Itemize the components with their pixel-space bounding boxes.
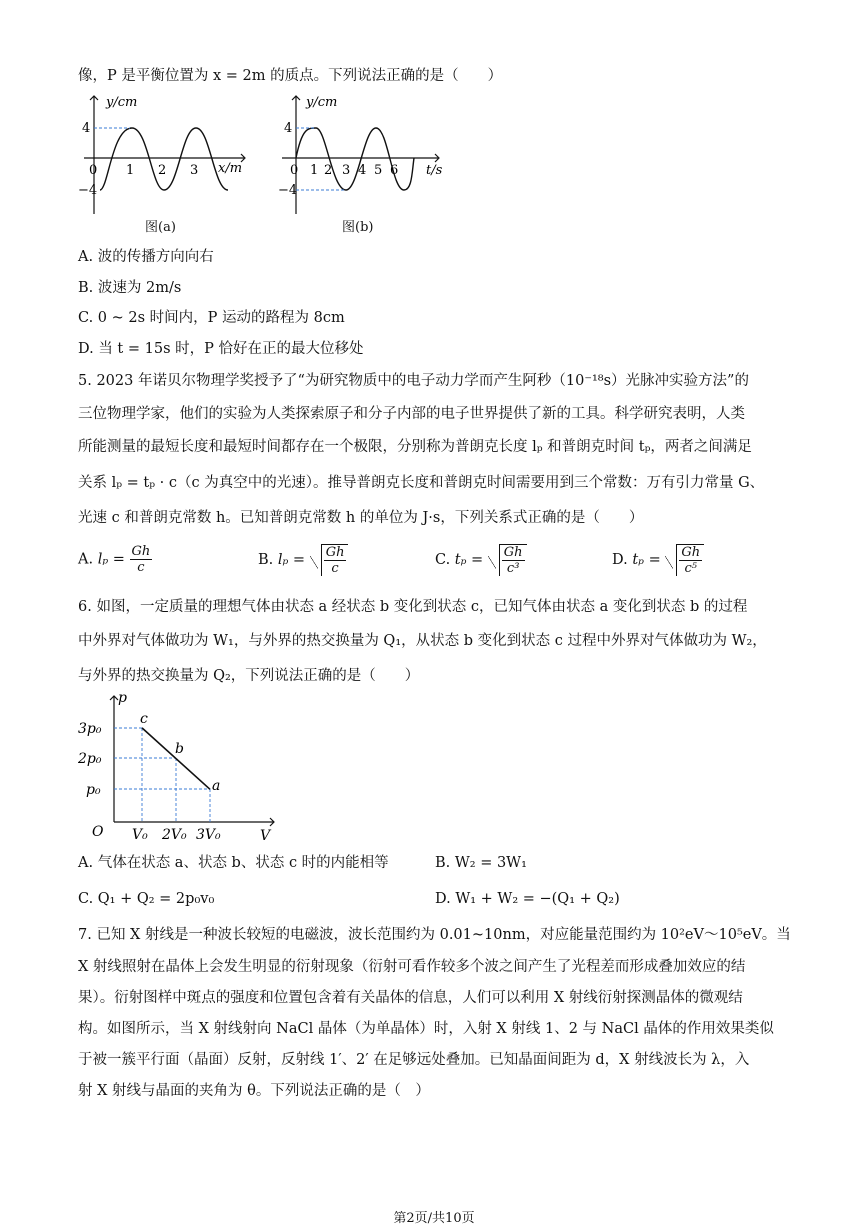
q5-option-a-fraction — [130, 544, 153, 575]
pv-xlabel: V — [260, 828, 271, 844]
q4-option-d: D. 当 t = 15s 时，P 恰好在正的最大位移处 — [78, 341, 364, 357]
q7-line-4: 构。如图所示，当 X 射线射向 NaCl 晶体（为单晶体）时，入射 X 射线 1、2 与 NaCl 晶体的作用效果类似 — [78, 1021, 774, 1037]
q6-line-1: 6. 如图，一定质量的理想气体由状态 a 经状态 b 变化到状态 c，已知气体由状态 a 变化到状态 b 的过程 — [78, 599, 748, 615]
pv-tick-2v0: 2V₀ — [162, 827, 187, 843]
q6-line-3: 与外界的热交换量为 Q₂，下列说法正确的是（ ） — [78, 668, 420, 684]
q5-option-c-var: tₚ = — [454, 552, 484, 568]
q5-option-a-den: c — [137, 560, 145, 575]
fig-b-ylabel: y/cm — [306, 95, 338, 110]
q5-option-a — [78, 544, 152, 575]
fig-b-tick-x-4: 4 — [358, 163, 367, 178]
q5-option-d-sqrt — [665, 544, 704, 576]
q5-option-a-var: lₚ = — [97, 551, 125, 568]
fig-a-tick-y-top: 4 — [82, 121, 91, 136]
q5-option-c-den: c³ — [506, 561, 520, 576]
fig-a-label: 图(a) — [145, 220, 176, 235]
q5-line-4: 关系 lₚ = tₚ · c（c 为真空中的光速）。推导普朗克长度和普朗克时间需要用到三个常数：万有引力常量 G、 — [78, 475, 765, 491]
page-footer: 第2页/共10页 — [393, 1211, 475, 1226]
fig-a-wave-curve — [100, 128, 228, 190]
fig-b-tick-x-6: 6 — [390, 163, 399, 178]
q4-option-b: B. 波速为 2m/s — [78, 280, 182, 296]
q7-line-3: 果）。衍射图样中斑点的强度和位置包含着有关晶体的信息，人们可以利用 X 射线衍射探测晶体的微观结 — [78, 990, 743, 1006]
q5-option-a-prefix: A. — [78, 551, 94, 568]
fig-a-tick-x-1: 1 — [126, 163, 135, 178]
q6-line-2: 中外界对气体做功为 W₁，与外界的热交换量为 Q₁，从状态 b 变化到状态 c 过程中外界对气体做功为 W₂， — [78, 633, 767, 649]
q5-option-a-num: Gh — [131, 544, 151, 559]
q6-option-d: D. W₁ + W₂ = −(Q₁ + Q₂) — [435, 891, 620, 907]
q5-line-2: 三位物理学家，他们的实验为人类探索原子和分子内部的电子世界提供了新的工具。科学研究表明，人类 — [78, 406, 745, 422]
q7-line-2: X 射线照射在晶体上会发生明显的衍射现象（衍射可看作较多个波之间产生了光程差而形成叠加效应的结 — [78, 959, 746, 975]
q7-line-6: 射 X 射线与晶面的夹角为 θ。下列说法正确的是（ ） — [78, 1083, 430, 1099]
q4-option-c: C. 0 ~ 2s 时间内，P 运动的路程为 8cm — [78, 310, 345, 326]
fig-a-tick-y-bottom: −4 — [78, 183, 98, 198]
pv-tick-v0: V₀ — [132, 827, 148, 843]
q4-option-a: A. 波的传播方向向右 — [78, 249, 214, 265]
fig-b-tick-x-5: 5 — [374, 163, 383, 178]
pv-point-c: c — [140, 711, 148, 727]
q5-option-b-sqrt — [310, 544, 349, 576]
pv-ylabel: p — [118, 690, 127, 706]
pv-tick-3p0: 3p₀ — [78, 721, 102, 737]
q5-option-d-prefix: D. — [612, 552, 628, 568]
fig-a-tick-x-3: 3 — [190, 163, 199, 178]
q5-option-c-num: Gh — [503, 545, 523, 560]
q7-line-1: 7. 已知 X 射线是一种波长较短的电磁波，波长范围约为 0.01~10nm，对应能量范围约为 10²eV～10⁵eV。当 — [78, 927, 791, 943]
wave-figure-b — [268, 92, 448, 222]
q6-option-a: A. 气体在状态 a、状态 b、状态 c 时的内能相等 — [78, 855, 389, 871]
q5-option-c — [435, 544, 527, 576]
pv-graph — [78, 690, 288, 845]
q5-option-c-sqrt — [488, 544, 527, 576]
pv-tick-2p0: 2p₀ — [78, 751, 102, 767]
q5-option-c-prefix: C. — [435, 552, 451, 568]
fig-b-tick-x-2: 2 — [324, 163, 333, 178]
fig-a-tick-x-0: 0 — [89, 163, 98, 178]
fig-a-tick-x-2: 2 — [158, 163, 167, 178]
q5-option-b-den: c — [331, 561, 339, 576]
wave-figure-a — [78, 92, 248, 222]
fig-b-tick-y-bottom: −4 — [278, 183, 298, 198]
fig-b-tick-x-0: 0 — [290, 163, 299, 178]
pv-grid — [114, 728, 210, 822]
q5-option-d — [612, 544, 704, 576]
fig-a-xlabel: x/m — [218, 161, 243, 176]
q5-line-3: 所能测量的最短长度和最短时间都存在一个极限，分别称为普朗克长度 lₚ 和普朗克时间 tₚ，两者之间满足 — [78, 439, 752, 455]
q5-line-5: 光速 c 和普朗克常数 h。已知普朗克常数 h 的单位为 J·s，下列关系式正确的是（ ） — [78, 510, 644, 526]
q5-option-b-prefix: B. — [258, 552, 274, 568]
fig-a-ylabel: y/cm — [106, 95, 138, 110]
q5-option-b-var: lₚ = — [277, 552, 306, 568]
q5-line-1: 5. 2023 年诺贝尔物理学奖授予了“为研究物质中的电子动力学而产生阿秒（10⁻¹⁸s）光脉冲实验方法”的 — [78, 373, 749, 389]
fig-b-tick-y-top: 4 — [284, 121, 293, 136]
q4-stem-tail: 像，P 是平衡位置为 x = 2m 的质点。下列说法正确的是（ ） — [78, 68, 503, 84]
fig-b-vibration-curve — [296, 128, 414, 190]
q5-option-d-num: Gh — [681, 545, 701, 560]
pv-tick-p0: p₀ — [86, 782, 101, 798]
q6-option-c: C. Q₁ + Q₂ = 2p₀v₀ — [78, 891, 215, 907]
fig-b-tick-x-3: 3 — [342, 163, 351, 178]
pv-point-b: b — [175, 741, 184, 757]
fig-b-xlabel: t/s — [426, 163, 443, 178]
pv-origin: O — [92, 824, 104, 840]
fig-b-label: 图(b) — [342, 220, 374, 235]
q7-line-5: 于被一簇平行面（晶面）反射，反射线 1′、2′ 在足够远处叠加。已知晶面间距为 d，X 射线波长为 λ，入 — [78, 1052, 750, 1068]
q5-option-d-var: tₚ = — [632, 552, 661, 568]
fig-b-tick-x-1: 1 — [310, 163, 319, 178]
q5-option-b-num: Gh — [325, 545, 345, 560]
q5-option-b — [258, 544, 348, 576]
pv-tick-3v0: 3V₀ — [196, 827, 221, 843]
q5-option-d-den: c⁵ — [684, 561, 697, 576]
pv-point-a: a — [212, 778, 221, 794]
q6-option-b: B. W₂ = 3W₁ — [435, 855, 527, 871]
